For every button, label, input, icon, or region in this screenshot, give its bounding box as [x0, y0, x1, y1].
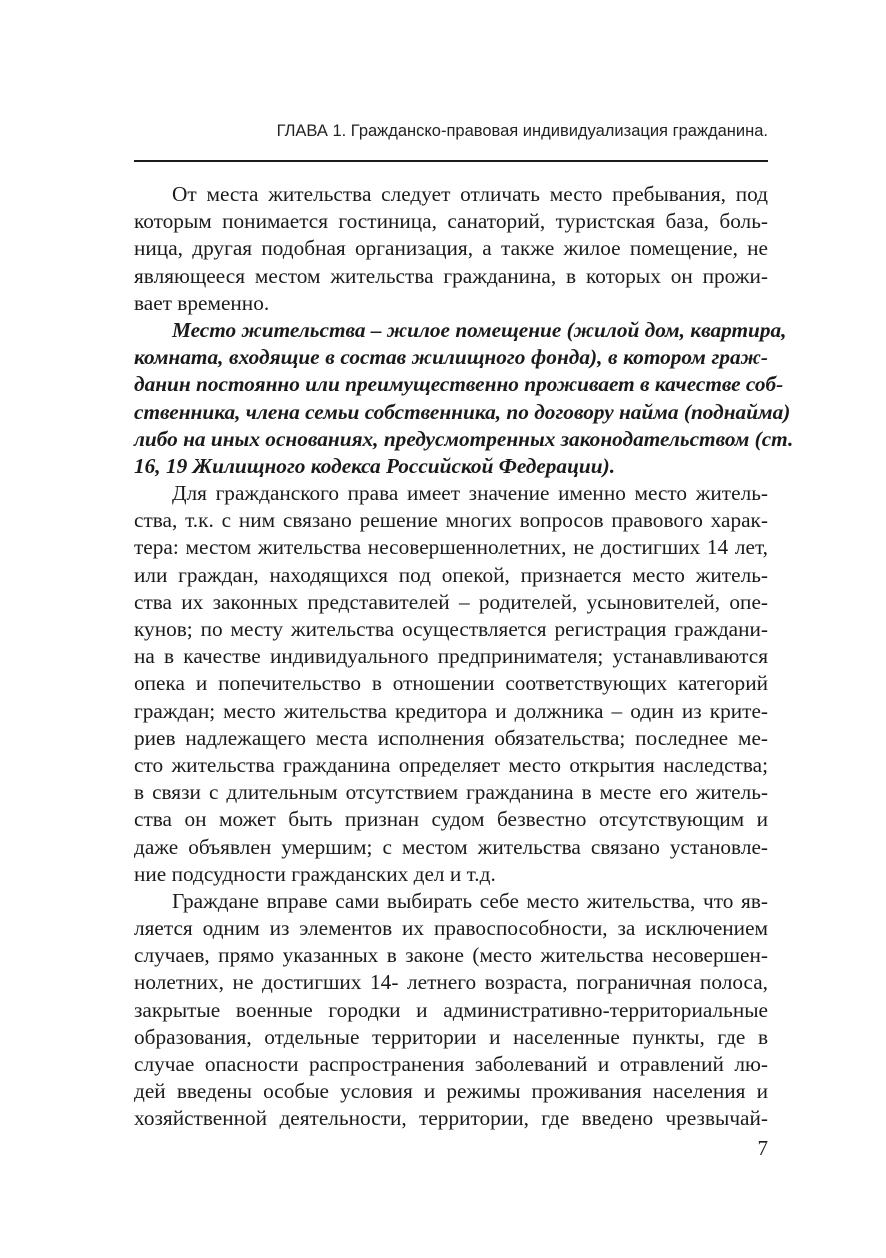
text-line: сто жительства гражданина определяет место открытия наследства; [134, 752, 768, 777]
text-line: ства, т.к. с ним связано решение многих вопросов правового харак- [134, 508, 768, 533]
text-line: ственника, члена семьи собственника, по договору найма (поднайма) [134, 399, 791, 424]
paragraph-definition [134, 317, 794, 480]
text-line: ница, другая подобная организация, а также жилое помещение, не [134, 236, 768, 261]
text-line: образования, отдельные территории и населенные пункты, где в [134, 1024, 768, 1049]
body-text [134, 181, 794, 1133]
header-rule [134, 160, 768, 162]
text-line: тера: местом жительства несовершеннолетних, не достигших 14 лет, [134, 535, 768, 560]
running-header: ГЛАВА 1. Гражданско-правовая индивидуализация гражданина. [276, 122, 768, 140]
text-line: даже объявлен умершим; с местом жительства связано установле- [134, 834, 768, 859]
paragraph-place-of-stay [134, 181, 768, 317]
text-line: которым понимается гостиница, санаторий, туристская база, боль- [134, 209, 768, 234]
text-line: граждан; место жительства кредитора и должника – один из крите- [134, 698, 768, 723]
text-line: Граждане вправе сами выбирать себе место жительства, что яв- [172, 888, 768, 913]
text-line: вает временно. [134, 290, 270, 315]
text-line: нолетних, не достигших 14- летнего возраста, пограничная полоса, [134, 970, 768, 995]
text-line: ляется одним из элементов их правоспособности, за исключением [134, 916, 768, 941]
text-line: или граждан, находящихся под опекой, признается место житель- [134, 562, 768, 587]
text-line: ства их законных представителей – родителей, усыновителей, опе- [134, 589, 768, 614]
text-line: Для гражданского права имеет значение именно место житель- [172, 481, 768, 506]
text-line: риев надлежащего места исполнения обязательства; последнее ме- [134, 725, 768, 750]
text-line: 16, 19 Жилищного кодекса Российской Федерации). [134, 453, 616, 478]
text-line: являющееся местом жительства гражданина, в которых он прожи- [134, 263, 768, 288]
text-line: закрытые военные городки и административно-территориальные [134, 997, 768, 1022]
paragraph-choice-of-residence [134, 888, 768, 1133]
paragraph-civil-law-significance [134, 480, 768, 888]
text-line: ства он может быть признан судом безвестно отсутствующим и [134, 807, 768, 832]
page-number: 7 [757, 1136, 768, 1160]
text-line: От места жительства следует отличать место пребывания, под [172, 182, 768, 206]
text-line: случае опасности распространения заболеваний и отравлений лю- [134, 1052, 768, 1076]
text-line: кунов; по месту жительства осуществляется регистрация граждани- [134, 617, 768, 641]
text-line: либо на иных основаниях, предусмотренных законодательством (ст. [134, 426, 794, 451]
text-line: комната, входящие в состав жилищного фонда), в котором граж- [134, 345, 768, 370]
text-line: данин постоянно или преимущественно проживает в качестве соб- [134, 372, 784, 397]
text-line: ние подсудности гражданских дел и т.д. [134, 861, 496, 886]
text-line: хозяйственной деятельности, территории, где введено чрезвычай- [134, 1106, 768, 1131]
text-line: Место жительства – жилое помещение (жилой дом, квартира, [172, 317, 787, 342]
text-line: на в качестве индивидуального предпринимателя; устанавливаются [134, 644, 768, 669]
text-line: в связи с длительным отсутствием гражданина в месте его житель- [134, 780, 768, 805]
text-line: дей введены особые условия и режимы проживания населения и [134, 1079, 768, 1104]
text-line: случаев, прямо указанных в законе (место жительства несовершен- [134, 943, 768, 968]
text-line: опека и попечительство в отношении соответствующих категорий [134, 671, 768, 696]
